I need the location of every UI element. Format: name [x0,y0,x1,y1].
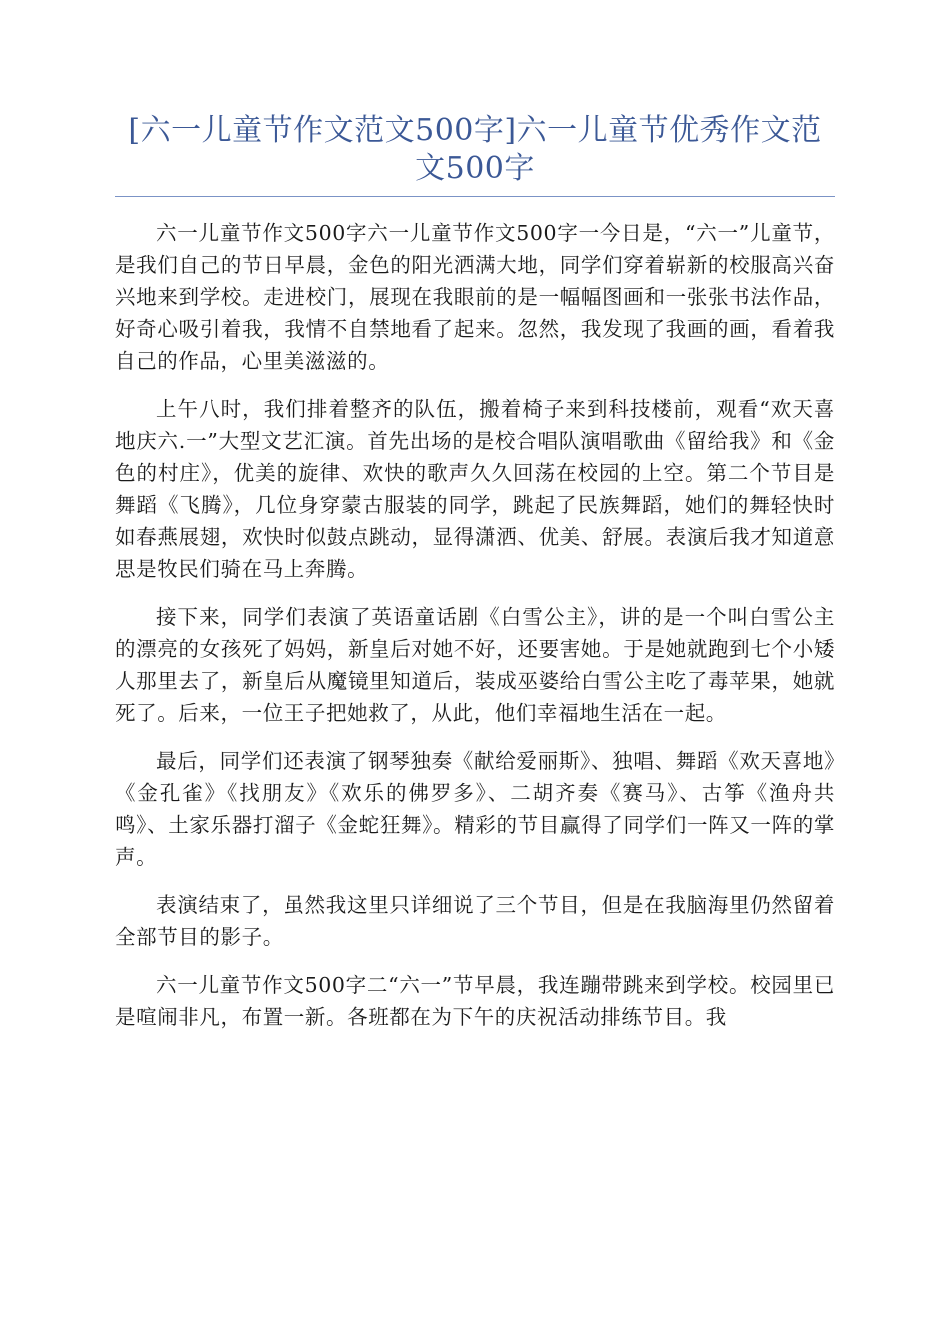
paragraph: 六一儿童节作文500字六一儿童节作文500字一今日是，“六一”儿童节，是我们自己的节日早晨，金色的阳光洒满大地，同学们穿着崭新的校服高兴奋兴地来到学校。走进校门，展现在我眼前的是一幅幅图画和一张张书法作品，好奇心吸引着我，我情不自禁地看了起来。忽然，我发现了我画的画，看着我自己的作品，心里美滋滋的。 [115,221,835,373]
document-page [115,112,835,1049]
document-title: [六一儿童节作文范文500字]六一儿童节优秀作文范文500字 [128,113,822,186]
paragraph: 接下来，同学们表演了英语童话剧《白雪公主》，讲的是一个叫白雪公主的漂亮的女孩死了妈妈，新皇后对她不好，还要害她。于是她就跑到七个小矮人那里去了，新皇后从魔镜里知道后，装成巫婆给白雪公主吃了毒苹果，她就死了。后来，一位王子把她救了，从此，他们幸福地生活在一起。 [115,605,835,725]
paragraph: 最后，同学们还表演了钢琴独奏《献给爱丽斯》、独唱、舞蹈《欢天喜地》《金孔雀》《找朋友》《欢乐的佛罗多》、二胡齐奏《赛马》、古筝《渔舟共鸣》、土家乐器打溜子《金蛇狂舞》。精彩的节目赢得了同学们一阵又一阵的掌声。 [115,749,835,869]
paragraph: 表演结束了，虽然我这里只详细说了三个节目，但是在我脑海里仍然留着全部节目的影子。 [115,893,835,949]
document-body [115,217,835,1033]
title-divider [115,196,835,197]
paragraph: 六一儿童节作文500字二“六一”节早晨，我连蹦带跳来到学校。校园里已是喧闹非凡，布置一新。各班都在为下午的庆祝活动排练节目。我 [115,973,835,1029]
paragraph: 上午八时，我们排着整齐的队伍，搬着椅子来到科技楼前，观看“欢天喜地庆六.一”大型文艺汇演。首先出场的是校合唱队演唱歌曲《留给我》和《金色的村庄》，优美的旋律、欢快的歌声久久回荡在校园的上空。第二个节目是舞蹈《飞腾》，几位身穿蒙古服装的同学，跳起了民族舞蹈，她们的舞轻快时如春燕展翅，欢快时似鼓点跳动，显得潇洒、优美、舒展。表演后我才知道意思是牧民们骑在马上奔腾。 [115,397,835,581]
